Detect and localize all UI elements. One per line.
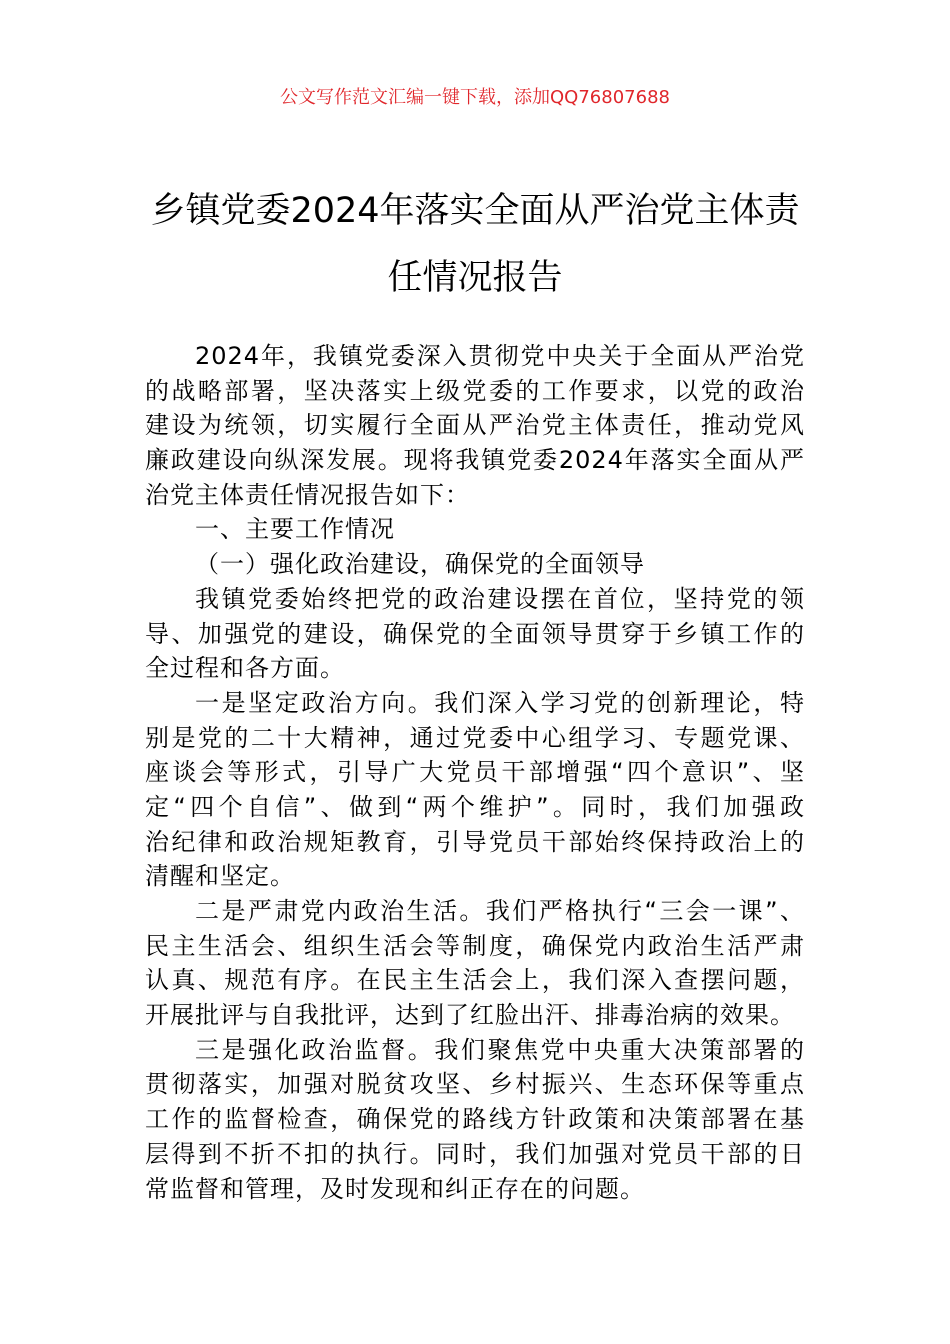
text-line: 廉政建设向纵深发展。现将我镇党委2024年落实全面从严 xyxy=(145,446,805,475)
text-line: 工作的监督检查，确保党的路线方针政策和决策部署在基 xyxy=(145,1105,805,1134)
text-line: 贯彻落实，加强对脱贫攻坚、乡村振兴、生态环保等重点 xyxy=(145,1070,805,1099)
text-line: （一）强化政治建设，确保党的全面领导 xyxy=(195,550,645,579)
paragraph xyxy=(145,686,805,894)
paragraph xyxy=(145,1033,805,1206)
document-body xyxy=(145,339,805,1206)
document-title xyxy=(140,178,810,312)
text-line: 的战略部署，坚决落实上级党委的工作要求，以党的政治 xyxy=(145,376,805,405)
text-line: 二是严肃党内政治生活。我们严格执行“三会一课”、 xyxy=(195,897,805,925)
text-line: 2024年，我镇党委深入贯彻党中央关于全面从严治党 xyxy=(195,342,805,370)
paragraph xyxy=(145,582,805,686)
text-line: 认真、规范有序。在民主生活会上，我们深入查摆问题， xyxy=(145,966,805,995)
text-line: 一、主要工作情况 xyxy=(195,515,395,544)
paragraph xyxy=(145,512,805,547)
watermark-text: 公文写作范文汇编一键下载，添加QQ76807688 xyxy=(280,87,670,108)
title-line: 任情况报告 xyxy=(387,258,563,298)
text-line: 民主生活会、组织生活会等制度，确保党内政治生活严肃 xyxy=(145,931,805,960)
text-line: 座谈会等形式，引导广大党员干部增强“四个意识”、坚 xyxy=(145,758,805,787)
text-line: 导、加强党的建设，确保党的全面领导贯穿于乡镇工作的 xyxy=(145,619,805,648)
text-line: 我镇党委始终把党的政治建设摆在首位，坚持党的领 xyxy=(195,584,805,613)
text-line: 清醒和坚定。 xyxy=(145,862,295,891)
text-line: 一是坚定政治方向。我们深入学习党的创新理论，特 xyxy=(195,688,805,717)
paragraph xyxy=(145,894,805,1033)
text-line: 全过程和各方面。 xyxy=(145,654,345,683)
paragraph xyxy=(145,547,805,582)
text-line: 别是党的二十大精神，通过党委中心组学习、专题党课、 xyxy=(145,723,805,752)
text-line: 治纪律和政治规矩教育，引导党员干部始终保持政治上的 xyxy=(145,827,805,856)
text-line: 层得到不折不扣的执行。同时，我们加强对党员干部的日 xyxy=(145,1139,805,1168)
text-line: 开展批评与自我批评，达到了红脸出汗、排毒治病的效果。 xyxy=(145,1001,795,1030)
paragraph xyxy=(145,339,805,512)
text-line: 治党主体责任情况报告如下： xyxy=(145,480,470,509)
text-line: 常监督和管理，及时发现和纠正存在的问题。 xyxy=(145,1174,645,1203)
text-line: 建设为统领，切实履行全面从严治党主体责任，推动党风 xyxy=(145,411,805,440)
text-line: 定“四个自信”、做到“两个维护”。同时，我们加强政 xyxy=(145,792,805,821)
title-line: 乡镇党委2024年落实全面从严治党主体责 xyxy=(150,191,800,231)
text-line: 三是强化政治监督。我们聚焦党中央重大决策部署的 xyxy=(195,1035,805,1064)
